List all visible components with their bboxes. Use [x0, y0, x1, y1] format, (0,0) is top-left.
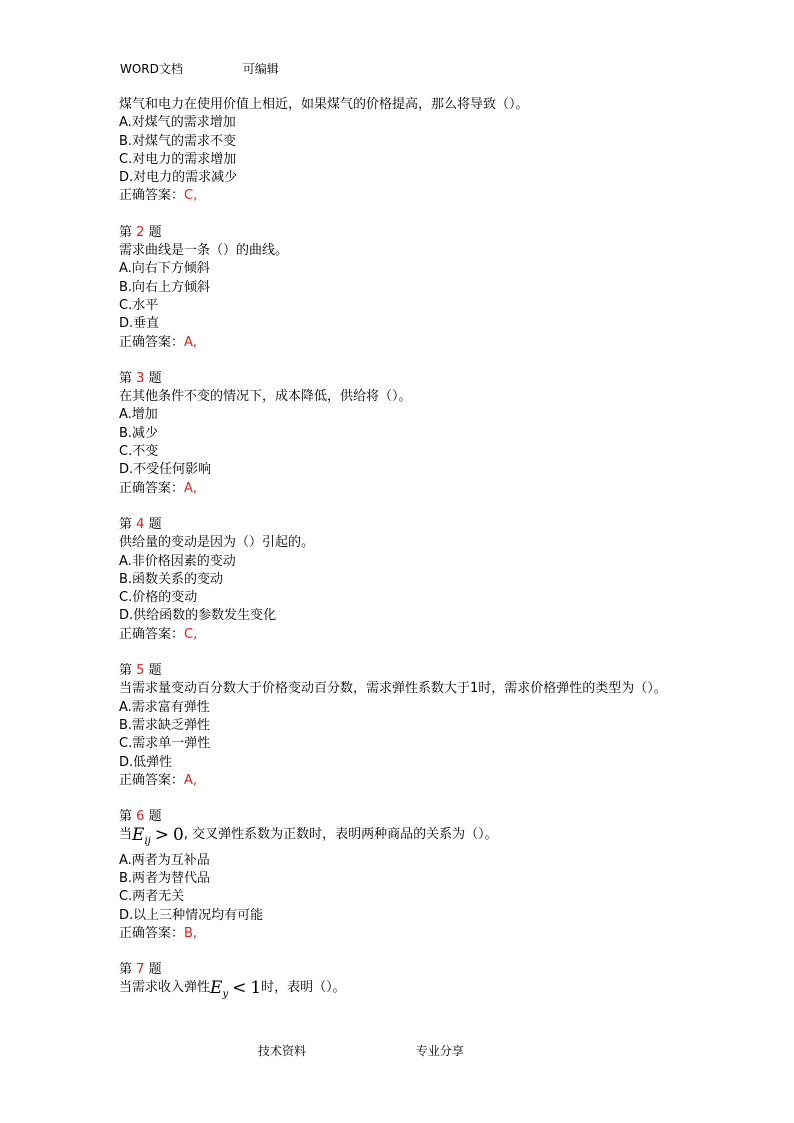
title-suffix: 题	[148, 224, 162, 240]
answer-label: 正确答案：	[119, 925, 185, 941]
document-body	[119, 96, 679, 1005]
question-title	[119, 961, 679, 979]
option-a: A.需求富有弹性	[119, 699, 210, 715]
math-symbol: E	[210, 978, 223, 999]
title-suffix: 题	[148, 663, 162, 679]
answer-value: A,	[184, 772, 198, 788]
math-operator: >	[154, 825, 169, 846]
answer-value: A,	[184, 334, 198, 350]
title-suffix: 题	[148, 809, 162, 825]
question-title	[119, 516, 679, 534]
math-subscript: ij	[144, 836, 151, 848]
question-3	[119, 370, 679, 498]
title-prefix: 第	[119, 224, 133, 240]
footer-tech-docs: 技术资料	[258, 1044, 307, 1058]
option-d: D.以上三种情况均有可能	[119, 907, 264, 923]
answer-line	[119, 334, 679, 352]
option-b: B.函数关系的变动	[119, 571, 224, 587]
option-c: C.水平	[119, 297, 159, 313]
answer-label: 正确答案：	[119, 772, 185, 788]
option-b: B.减少	[119, 425, 159, 441]
cross-elasticity-formula	[132, 825, 184, 848]
title-prefix: 第	[119, 962, 133, 978]
answer-line	[119, 626, 679, 644]
option-c: C.不变	[119, 444, 159, 460]
option-a: A.非价格因素的变动	[119, 553, 236, 569]
answer-line	[119, 480, 679, 498]
question-stem	[119, 826, 679, 851]
title-prefix: 第	[119, 370, 133, 386]
question-number: 3	[136, 370, 145, 386]
math-operator: <	[232, 978, 247, 999]
option-a: A.增加	[119, 407, 158, 423]
question-number: 4	[136, 516, 145, 532]
question-title	[119, 224, 679, 242]
title-prefix: 第	[119, 516, 133, 532]
option-a: A.对煤气的需求增加	[119, 115, 236, 131]
title-suffix: 题	[148, 370, 162, 386]
question-number: 5	[136, 663, 145, 679]
stem-prefix: 当需求收入弹性	[119, 980, 211, 996]
question-6	[119, 808, 679, 943]
option-c: C.对电力的需求增加	[119, 151, 237, 167]
math-subscript: y	[222, 989, 229, 1001]
option-b: B.两者为替代品	[119, 870, 211, 886]
answer-value: B,	[184, 925, 198, 941]
option-b: B.需求缺乏弹性	[119, 717, 211, 733]
option-d: D.垂直	[119, 316, 160, 332]
title-prefix: 第	[119, 809, 133, 825]
answer-line	[119, 772, 679, 790]
answer-label: 正确答案：	[119, 334, 185, 350]
answer-value: C,	[184, 188, 198, 204]
question-number: 2	[136, 224, 145, 240]
option-b: B.对煤气的需求不变	[119, 133, 237, 149]
option-a: A.两者为互补品	[119, 852, 210, 868]
question-2	[119, 224, 679, 352]
answer-label: 正确答案：	[119, 480, 185, 496]
answer-value: C,	[184, 626, 198, 642]
page-header	[120, 60, 279, 77]
question-title	[119, 370, 679, 388]
stem-suffix: 时，表明（）。	[261, 980, 346, 996]
question-title	[119, 808, 679, 826]
title-suffix: 题	[148, 962, 162, 978]
question-stem	[119, 979, 679, 1004]
question-stem: 供给量的变动是因为（）引起的。	[119, 535, 315, 551]
question-7	[119, 961, 679, 1005]
question-5	[119, 662, 679, 790]
answer-value: A,	[184, 480, 198, 496]
math-value: 0	[173, 825, 184, 846]
question-4	[119, 516, 679, 644]
answer-label: 正确答案：	[119, 626, 185, 642]
math-symbol: E	[132, 825, 145, 846]
question-number: 7	[136, 962, 145, 978]
option-c: C.需求单一弹性	[119, 736, 211, 752]
answer-line	[119, 925, 679, 943]
option-d: D.低弹性	[119, 754, 173, 770]
option-b: B.向右上方倾斜	[119, 279, 211, 295]
footer-share: 专业分享	[415, 1044, 464, 1058]
question-intro	[119, 96, 679, 206]
header-doc-type: WORD文档	[120, 62, 183, 76]
option-d: D.对电力的需求减少	[119, 170, 238, 186]
answer-line	[119, 187, 679, 205]
math-value: 1	[250, 978, 262, 999]
question-stem: 需求曲线是一条（）的曲线。	[119, 243, 289, 259]
option-d: D.供给函数的参数发生变化	[119, 608, 277, 624]
answer-label: 正确答案：	[119, 188, 185, 204]
question-stem: 煤气和电力在使用价值上相近，如果煤气的价格提高，那么将导致（）。	[119, 97, 529, 112]
option-c: C.价格的变动	[119, 590, 198, 606]
header-editable: 可编辑	[242, 62, 279, 76]
question-stem: 在其他条件不变的情况下，成本降低，供给将（）。	[119, 389, 412, 405]
title-suffix: 题	[148, 516, 162, 532]
question-stem: 当需求量变动百分数大于价格变动百分数，需求弹性系数大于1时，需求价格弹性的类型为（）。	[119, 681, 667, 697]
option-d: D.不受任何影响	[119, 462, 212, 478]
title-prefix: 第	[119, 663, 133, 679]
question-title	[119, 662, 679, 680]
option-a: A.向右下方倾斜	[119, 261, 210, 277]
stem-prefix: 当	[119, 827, 133, 843]
question-number: 6	[136, 809, 145, 825]
income-elasticity-formula	[210, 978, 262, 1001]
stem-suffix: , 交叉弹性系数为正数时，表明两种商品的关系为（）。	[183, 827, 498, 843]
option-c: C.两者无关	[119, 889, 185, 905]
page-footer	[258, 1042, 464, 1059]
